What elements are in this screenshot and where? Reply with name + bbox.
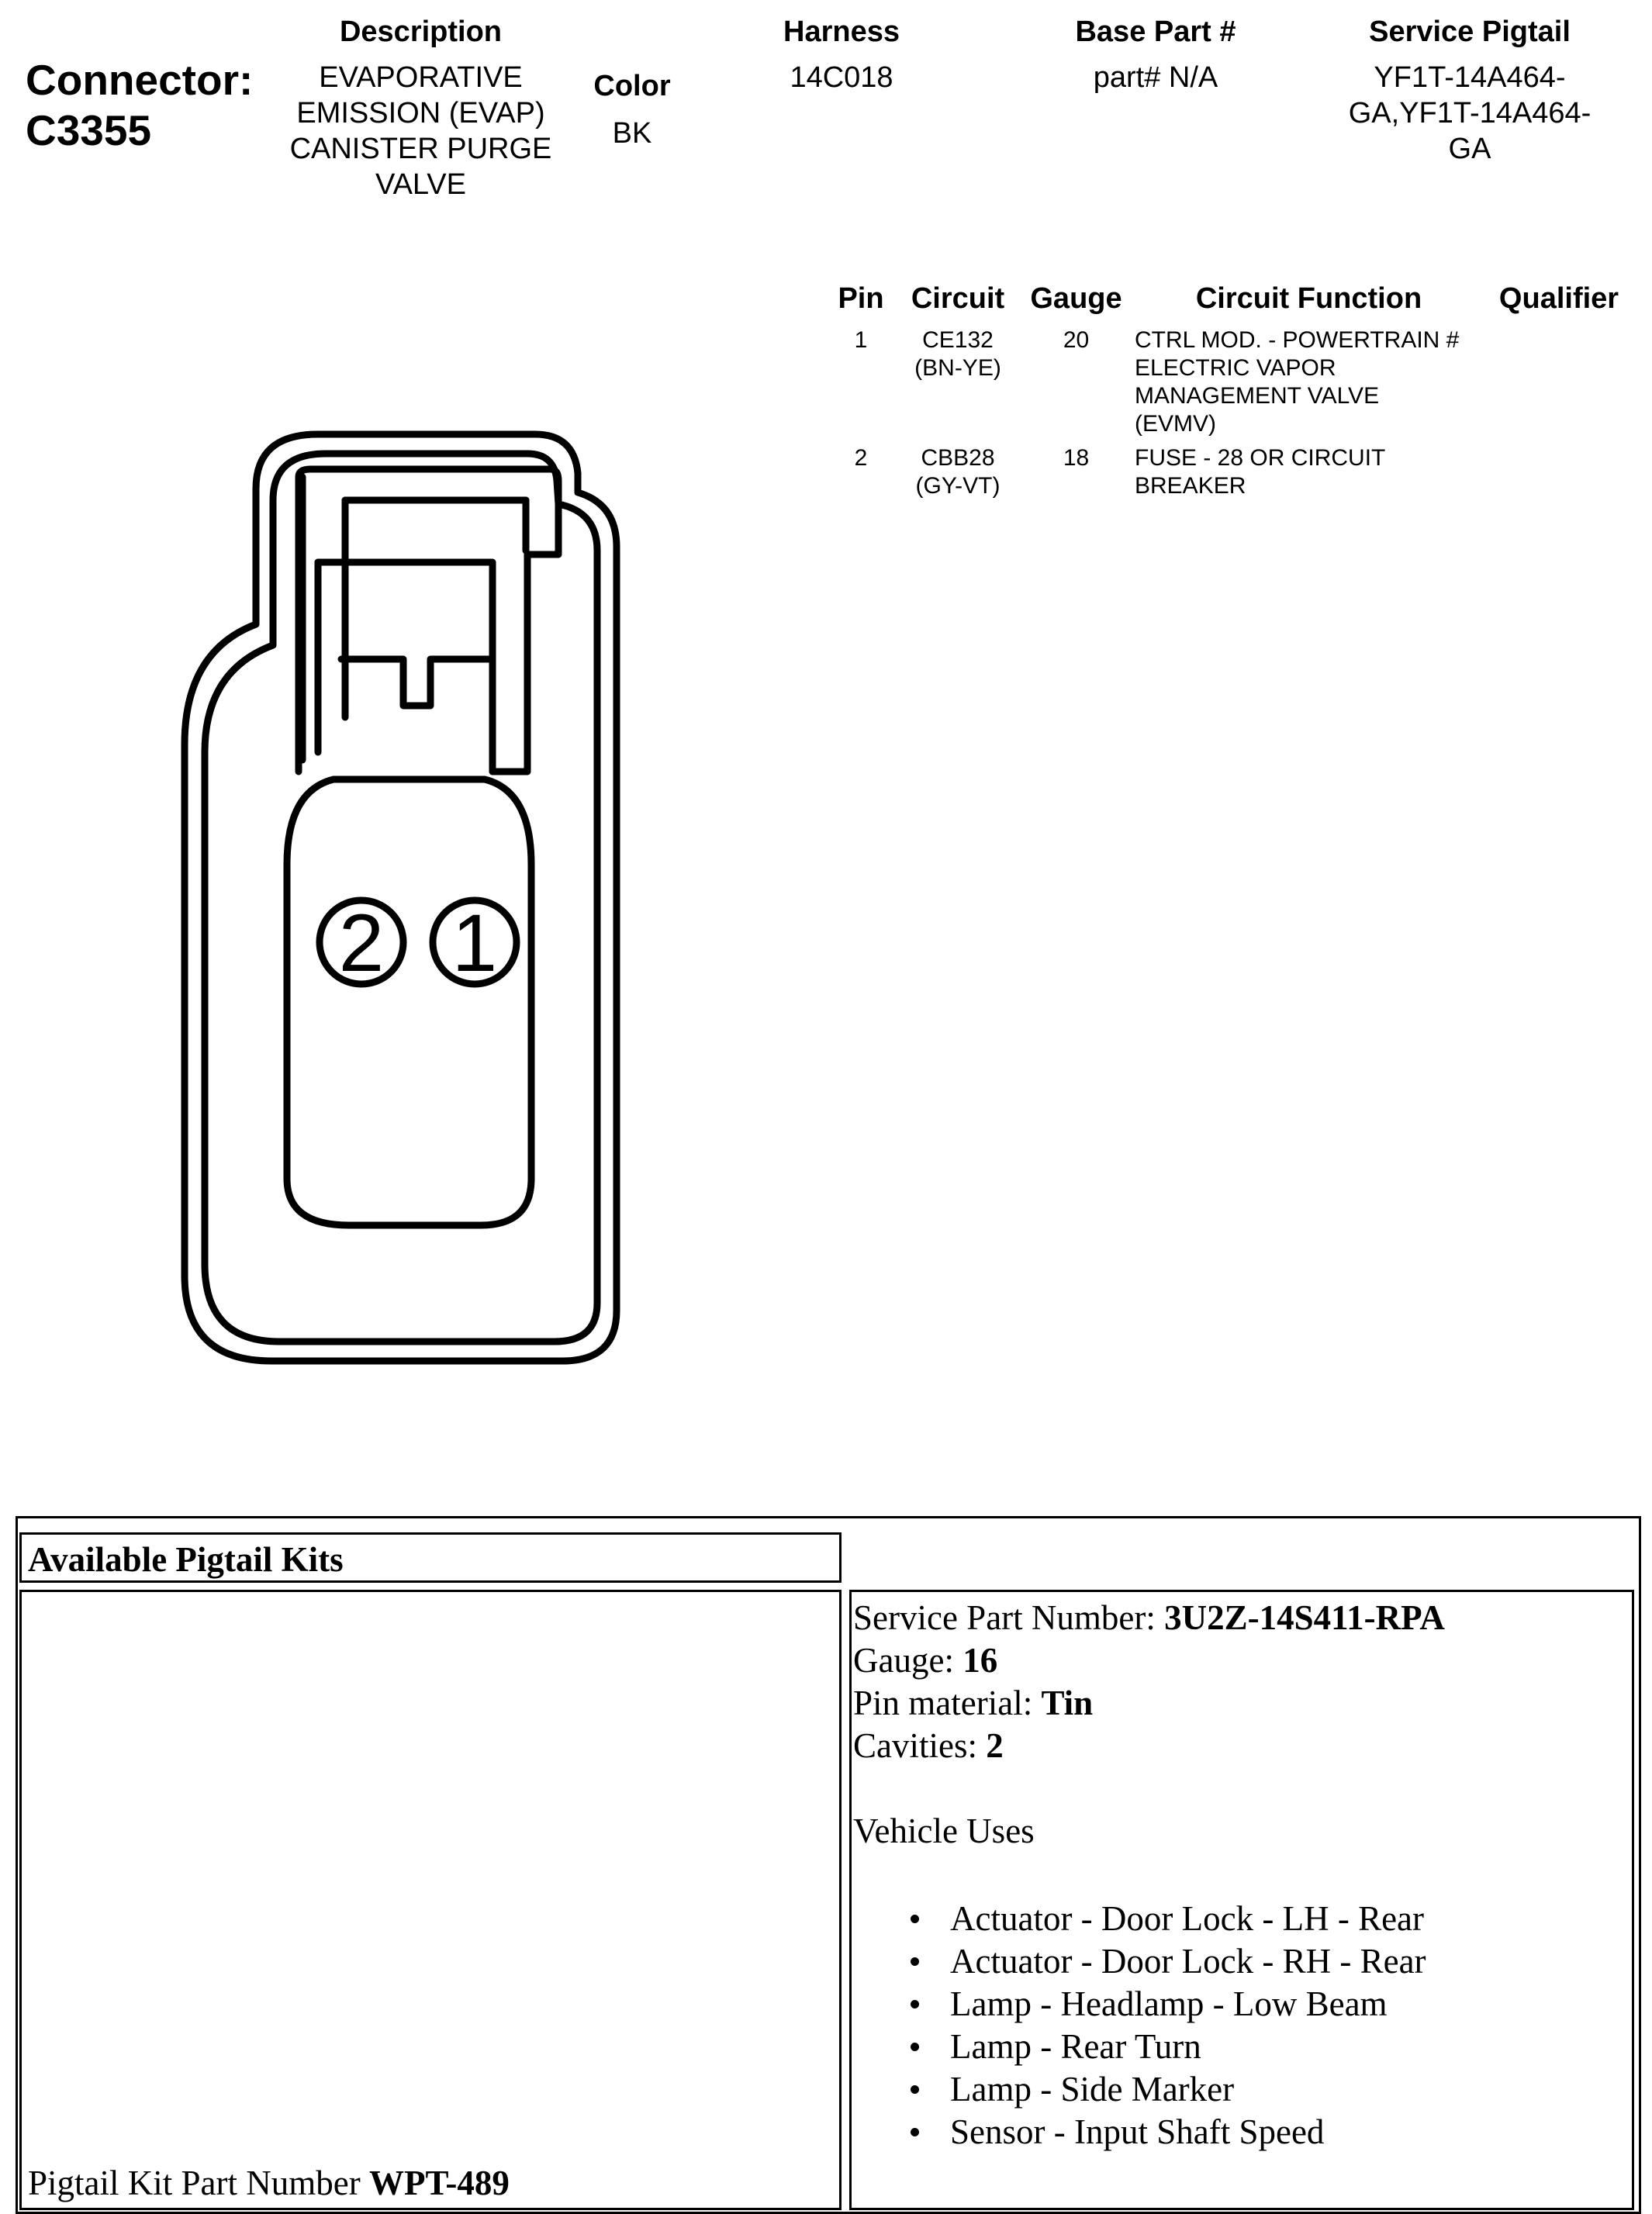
pin-gauge: 18 bbox=[1063, 445, 1090, 471]
pin-table-header-pin: Pin bbox=[838, 282, 884, 315]
pin-gauge: 20 bbox=[1063, 327, 1090, 353]
pin-1-label: 1 bbox=[451, 898, 498, 989]
pin-material-row bbox=[853, 1682, 1093, 1725]
vehicle-use-item: Lamp - Rear Turn bbox=[907, 2026, 1426, 2068]
pin-table-header-function: Circuit Function bbox=[1195, 282, 1422, 315]
connector-label: Connector: bbox=[26, 56, 254, 104]
service-part-label: Service Part Number: bbox=[853, 1598, 1165, 1637]
cavities-label: Cavities: bbox=[853, 1726, 987, 1765]
connector-id: C3355 bbox=[26, 106, 152, 154]
vehicle-uses-list bbox=[907, 1898, 1426, 2154]
pigtail-kit-label: Pigtail Kit Part Number bbox=[28, 2164, 369, 2202]
pin-circuit-line: (BN-YE) bbox=[914, 355, 1001, 381]
pin-table-header-circuit: Circuit bbox=[911, 282, 1005, 315]
pigtail-kit-cell bbox=[19, 1590, 842, 2210]
pin-function bbox=[1135, 444, 1484, 500]
pin-circuit bbox=[900, 444, 1016, 500]
pigtail-details-cell bbox=[849, 1590, 1634, 2210]
service-pigtail-line: GA bbox=[1448, 133, 1491, 165]
harness-header: Harness bbox=[783, 16, 900, 48]
service-part-row bbox=[853, 1597, 1445, 1639]
service-pigtail-header: Service Pigtail bbox=[1369, 16, 1571, 48]
pin-2-label: 2 bbox=[338, 898, 385, 989]
gauge-label: Gauge: bbox=[853, 1641, 963, 1680]
pin-circuit bbox=[900, 326, 1016, 382]
description-header: Description bbox=[339, 16, 503, 48]
pin-function-line: ELECTRIC VAPOR bbox=[1135, 355, 1336, 381]
vehicle-uses-label: Vehicle Uses bbox=[853, 1812, 1035, 1850]
vehicle-use-item: Sensor - Input Shaft Speed bbox=[907, 2111, 1426, 2154]
harness-value: 14C018 bbox=[790, 61, 893, 94]
color-value: BK bbox=[612, 117, 652, 150]
pin-material-label: Pin material: bbox=[853, 1684, 1042, 1722]
service-pigtail-line: YF1T-14A464- bbox=[1374, 61, 1566, 94]
vehicle-use-item: Actuator - Door Lock - RH - Rear bbox=[907, 1940, 1426, 1983]
description-line: VALVE bbox=[375, 168, 466, 201]
description-line: EMISSION (EVAP) bbox=[296, 97, 545, 130]
pin-number: 2 bbox=[854, 445, 868, 471]
gauge-row bbox=[853, 1639, 997, 1682]
pin-housing bbox=[287, 779, 531, 1225]
pin-circuit-line: (GY-VT) bbox=[915, 473, 1001, 499]
pin-function-line: MANAGEMENT VALVE bbox=[1135, 383, 1380, 409]
pin-table-header-gauge: Gauge bbox=[1030, 282, 1122, 315]
pin-circuit-line: CE132 bbox=[922, 327, 994, 353]
service-part-value: 3U2Z-14S411-RPA bbox=[1164, 1598, 1445, 1637]
pin-function bbox=[1135, 326, 1484, 438]
vehicle-use-item: Lamp - Headlamp - Low Beam bbox=[907, 1983, 1426, 2026]
vehicle-use-item: Actuator - Door Lock - LH - Rear bbox=[907, 1898, 1426, 1940]
pin-number: 1 bbox=[854, 327, 868, 353]
latch-tab bbox=[341, 659, 492, 706]
vehicle-use-item: Lamp - Side Marker bbox=[907, 2068, 1426, 2111]
pin-function-line: CTRL MOD. - POWERTRAIN # bbox=[1135, 327, 1460, 353]
connector-inner-shell bbox=[205, 454, 597, 1342]
service-pigtail-line: GA,YF1T-14A464- bbox=[1348, 97, 1592, 130]
description-line: EVAPORATIVE bbox=[319, 61, 523, 94]
pin-circuit-line: CBB28 bbox=[921, 445, 995, 471]
pigtail-kit-value: WPT-489 bbox=[368, 2164, 510, 2202]
cavities-row bbox=[853, 1725, 1004, 1767]
pin-function-line: (EVMV) bbox=[1135, 411, 1216, 437]
latch-right-post bbox=[492, 520, 558, 772]
description-line: CANISTER PURGE bbox=[289, 133, 552, 165]
color-header: Color bbox=[593, 70, 671, 102]
pin-table-header-qualifier: Qualifier bbox=[1498, 282, 1619, 315]
pin-function-line: BREAKER bbox=[1135, 473, 1246, 499]
base-part-header: Base Part # bbox=[1075, 16, 1236, 48]
pigtail-title-cell bbox=[19, 1532, 842, 1583]
service-pigtail-value bbox=[1318, 60, 1621, 167]
latch-frame bbox=[299, 469, 558, 772]
description-value bbox=[264, 60, 578, 202]
gauge-value: 16 bbox=[963, 1641, 998, 1680]
pigtail-title: Available Pigtail Kits bbox=[28, 1540, 344, 1579]
pin-function-line: FUSE - 28 OR CIRCUIT bbox=[1135, 445, 1386, 471]
connector-diagram bbox=[171, 419, 636, 1380]
base-part-value: part# N/A bbox=[1093, 61, 1218, 94]
cavities-value: 2 bbox=[986, 1726, 1004, 1765]
pin-material-value: Tin bbox=[1041, 1684, 1094, 1722]
